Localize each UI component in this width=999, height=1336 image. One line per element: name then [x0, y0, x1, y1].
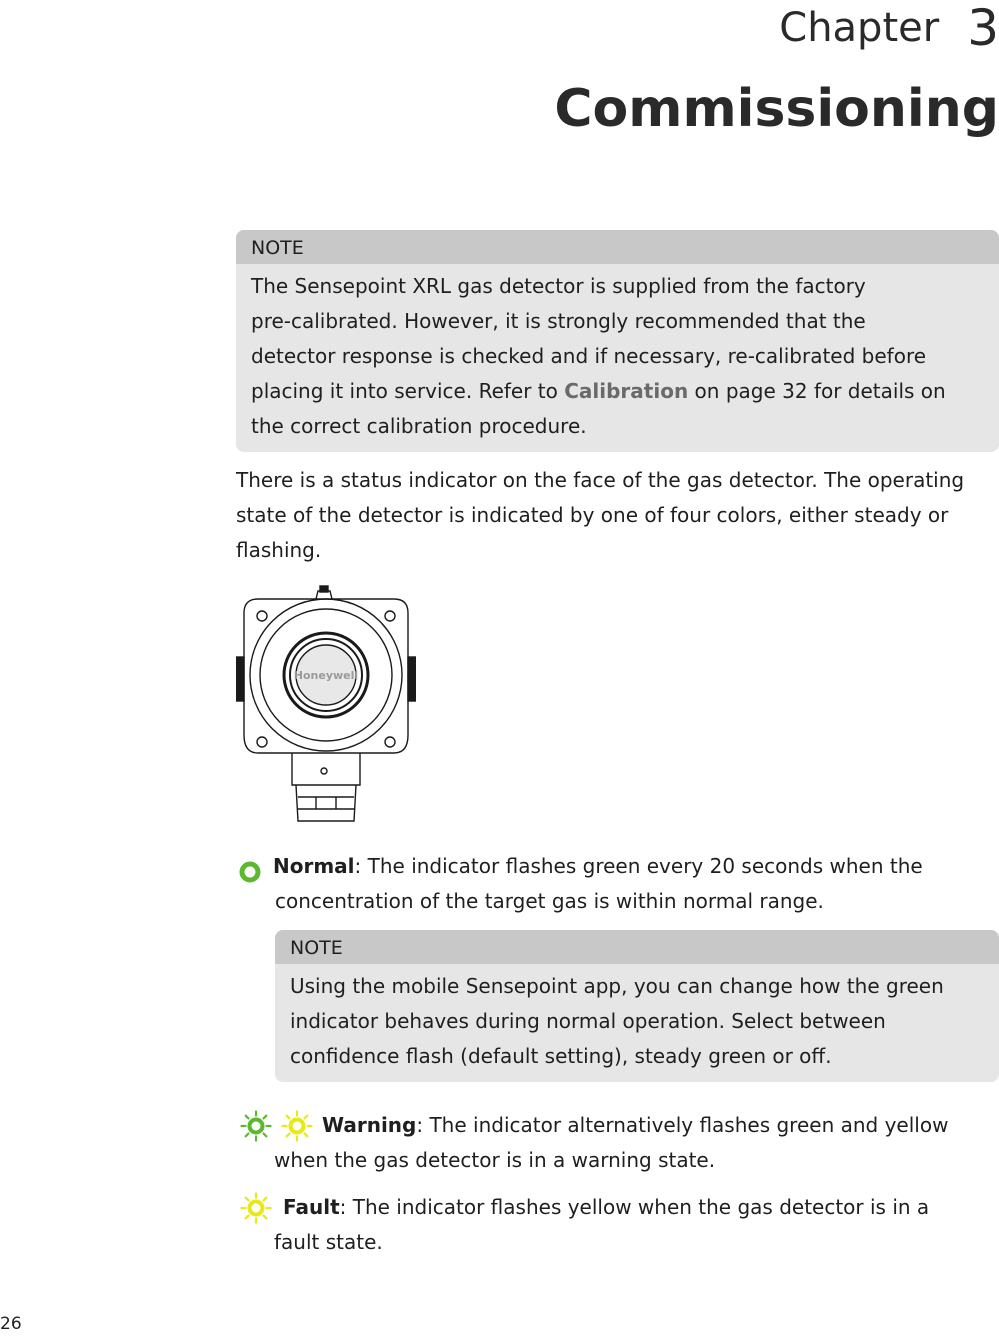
item-line: concentration of the target gas is within normal range. — [275, 889, 824, 913]
chapter-label: Chapter — [779, 5, 940, 51]
item-line — [274, 1108, 999, 1143]
note-text: placing it into service. Refer to — [251, 379, 565, 403]
green-indicator-icon — [238, 860, 262, 884]
warning-label: Warning — [322, 1113, 417, 1137]
item-line: when the gas detector is in a warning state. — [274, 1148, 716, 1172]
note-heading: NOTE — [236, 230, 999, 264]
fault-state-description — [274, 1190, 999, 1260]
note-line: Using the mobile Sensepoint app, you can change how the green — [290, 974, 944, 998]
para-line: There is a status indicator on the face of the gas detector. The operating — [236, 468, 965, 492]
item-text: : The indicator flashes yellow when the gas detector is in a — [339, 1195, 930, 1219]
note-line: confidence flash (default setting), steady green or off. — [290, 1044, 832, 1068]
chapter-number: 3 — [967, 0, 999, 57]
note-line — [251, 374, 984, 409]
para-line: state of the detector is indicated by one of four colors, either steady or — [236, 503, 949, 527]
note-body — [236, 264, 999, 452]
item-text: : The indicator flashes green every 20 seconds when the — [354, 854, 923, 878]
note-line: the correct calibration procedure. — [251, 414, 587, 438]
note-line: detector response is checked and if necessary, re-calibrated before — [251, 344, 927, 368]
calibration-link[interactable]: Calibration — [564, 379, 689, 403]
item-line: fault state. — [274, 1230, 383, 1254]
normal-state-description — [273, 849, 999, 919]
gas-detector-illustration — [236, 585, 416, 825]
yellow-flashing-icon — [240, 1192, 272, 1224]
para-line: flashing. — [236, 538, 322, 562]
note-line: pre-calibrated. However, it is strongly recommended that the — [251, 309, 866, 333]
green-flashing-icon — [240, 1110, 272, 1142]
note-body — [275, 964, 999, 1082]
item-line — [273, 849, 999, 884]
item-text: : The indicator alternatively flashes green and yellow — [416, 1113, 949, 1137]
fault-label: Fault — [283, 1195, 340, 1219]
intro-paragraph — [236, 463, 999, 568]
warning-state-description — [274, 1108, 999, 1178]
note-line: The Sensepoint XRL gas detector is supplied from the factory — [251, 274, 866, 298]
device-brand: Honeywell — [293, 669, 359, 682]
note-box-app — [275, 930, 999, 1082]
note-text: on page 32 for details on — [688, 379, 946, 403]
page-number: 26 — [0, 1314, 22, 1334]
page-title: Commissioning — [554, 79, 999, 139]
note-heading: NOTE — [275, 930, 999, 964]
note-line: indicator behaves during normal operation. Select between — [290, 1009, 886, 1033]
normal-label: Normal — [273, 854, 355, 878]
item-line — [274, 1190, 999, 1225]
note-box-calibration — [236, 230, 999, 452]
chapter-heading — [779, 0, 999, 57]
